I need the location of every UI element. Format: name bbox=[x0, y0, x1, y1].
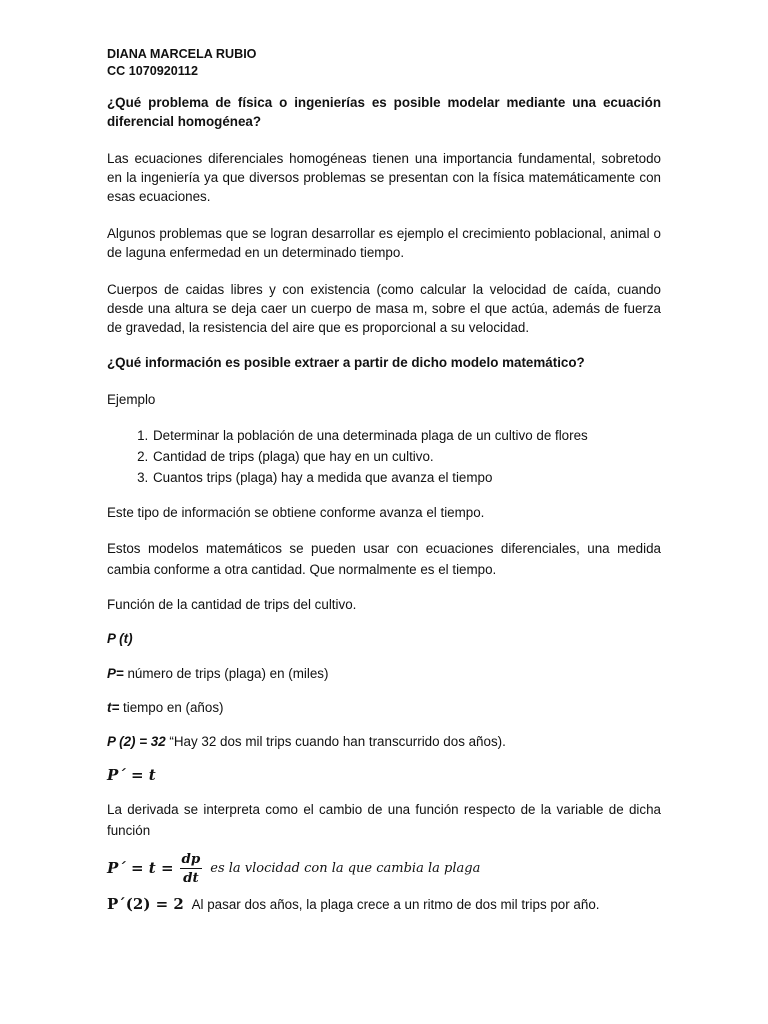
paragraph-function: Función de la cantidad de trips del cultivo. bbox=[107, 597, 357, 612]
paragraph-examples: Algunos problemas que se logran desarrollar es ejemplo el crecimiento poblacional, animal o de laguna enfermedad en un determinado tiempo. bbox=[107, 226, 661, 260]
example-list bbox=[107, 426, 661, 487]
list-item: 1. Determinar la población de una determinada plaga de un cultivo de flores bbox=[152, 426, 661, 445]
derivative-equation: P´ = t bbox=[107, 766, 156, 784]
paragraph-models: Estos modelos matemáticos se pueden usar con ecuaciones diferenciales, una medida cambia conforme a otra cantidad. Que normalmente es el tiempo. bbox=[107, 541, 661, 577]
question-1: ¿Qué problema de física o ingenierías es posible modelar mediante una ecuación diferencial homogénea? bbox=[107, 95, 661, 129]
fraction-numerator: dp bbox=[181, 851, 201, 867]
definition-p-symbol: P= bbox=[107, 666, 124, 681]
definition-p-text: número de trips (plaga) en (miles) bbox=[123, 666, 329, 681]
final-equation-expr: P´(2) = 2 bbox=[107, 895, 184, 913]
author-header bbox=[107, 46, 661, 80]
definition-t-symbol: t= bbox=[107, 700, 120, 715]
paragraph-free-fall: Cuerpos de caidas libres y con existencia (como calcular la velocidad de caída, cuando desde una altura se deja caer un cuerpo de masa m, sobre el que actúa, además de fuerza de gravedad, la resistencia del aire que es proporcional a su velocidad. bbox=[107, 282, 661, 335]
paragraph-derivative: La derivada se interpreta como el cambio de una función respecto de la variable de dicha función bbox=[107, 802, 661, 838]
paragraph-importance: Las ecuaciones diferenciales homogéneas tienen una importancia fundamental, sobretodo en la ingeniería ya que diversos problemas se presentan con la física matemáticamente con esas ecuaciones. bbox=[107, 151, 661, 204]
velocity-note: es la vlocidad con la que cambia la plaga bbox=[210, 861, 481, 876]
list-item: 2. Cantidad de trips (plaga) que hay en un cultivo. bbox=[152, 447, 661, 466]
definition-t bbox=[107, 698, 661, 717]
final-equation-text: Al pasar dos años, la plaga crece a un ritmo de dos mil trips por año. bbox=[191, 897, 600, 912]
initial-condition bbox=[107, 732, 661, 751]
velocity-fraction bbox=[180, 850, 203, 887]
author-id: CC 1070920112 bbox=[107, 64, 199, 78]
list-item: 3. Cuantos trips (plaga) hay a medida que avanza el tiempo bbox=[152, 468, 661, 487]
paragraph-info: Este tipo de información se obtiene conforme avanza el tiempo. bbox=[107, 505, 485, 520]
question-2: ¿Qué información es posible extraer a partir de dicho modelo matemático? bbox=[107, 355, 585, 370]
fraction-denominator: dt bbox=[183, 870, 199, 886]
example-label: Ejemplo bbox=[107, 392, 156, 407]
function-label: P (t) bbox=[107, 631, 133, 646]
velocity-lhs: P´ = t = bbox=[107, 859, 174, 877]
initial-condition-text: “Hay 32 dos mil trips cuando han transcurrido dos años). bbox=[165, 734, 506, 749]
velocity-equation bbox=[107, 850, 661, 887]
initial-condition-expr: P (2) = 32 bbox=[107, 734, 166, 749]
final-equation bbox=[107, 895, 661, 914]
author-name: DIANA MARCELA RUBIO bbox=[107, 47, 257, 61]
definition-p bbox=[107, 664, 661, 683]
document-page bbox=[107, 46, 661, 914]
definition-t-text: tiempo en (años) bbox=[119, 700, 224, 715]
